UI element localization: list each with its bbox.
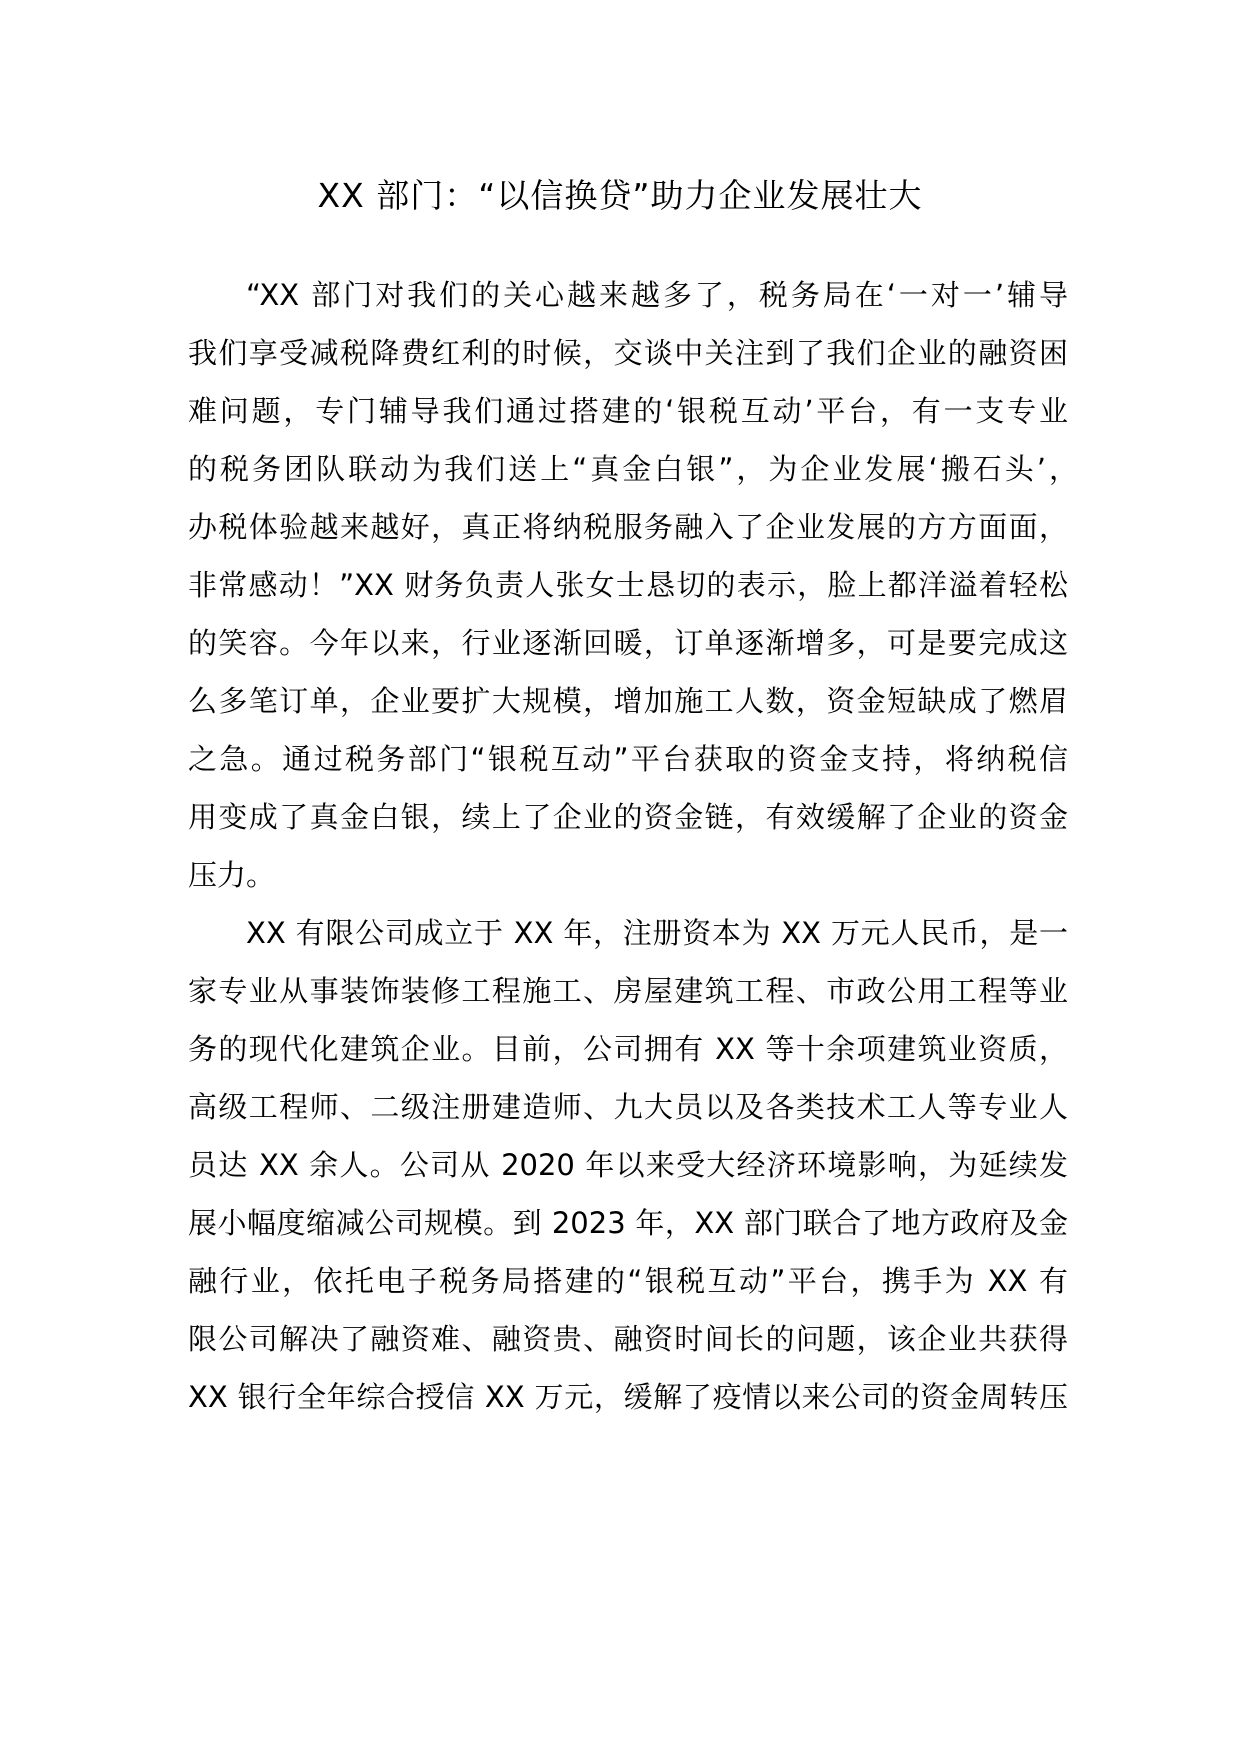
paragraph-line: 我们享受减税降费红利的时候，交谈中关注到了我们企业的融资困 [188, 336, 1068, 370]
paragraph-line: 融行业，依托电子税务局搭建的“银税互动”平台，携手为 XX 有 [188, 1264, 1068, 1298]
paragraph-line: 的笑容。今年以来，行业逐渐回暖，订单逐渐增多，可是要完成这 [188, 626, 1068, 660]
paragraph-line: 非常感动！”XX 财务负责人张女士恳切的表示，脸上都洋溢着轻松 [188, 568, 1068, 602]
paragraph-line: 限公司解决了融资难、融资贵、融资时间长的问题，该企业共获得 [188, 1322, 1068, 1356]
paragraph-line: 家专业从事装饰装修工程施工、房屋建筑工程、市政公用工程等业 [188, 974, 1068, 1008]
paragraph-line: 高级工程师、二级注册建造师、九大员以及各类技术工人等专业人 [188, 1090, 1068, 1124]
paragraph-line: XX 有限公司成立于 XX 年，注册资本为 XX 万元人民币，是一 [246, 916, 1068, 950]
paragraph-line: 务的现代化建筑企业。目前，公司拥有 XX 等十余项建筑业资质， [188, 1032, 1068, 1066]
paragraph-line: 员达 XX 余人。公司从 2020 年以来受大经济环境影响，为延续发 [188, 1148, 1068, 1182]
page-title: XX 部门：“以信换贷”助力企业发展壮大 [317, 176, 923, 215]
paragraph-line: 展小幅度缩减公司规模。到 2023 年，XX 部门联合了地方政府及金 [188, 1206, 1068, 1240]
paragraph-line: 的税务团队联动为我们送上“真金白银”，为企业发展‘搬石头’， [188, 452, 1078, 486]
paragraph-line: 么多笔订单，企业要扩大规模，增加施工人数，资金短缺成了燃眉 [188, 684, 1068, 718]
paragraph-line: 用变成了真金白银，续上了企业的资金链，有效缓解了企业的资金 [188, 800, 1068, 834]
paragraph-line: 压力。 [188, 858, 276, 892]
paragraph-line: 办税体验越来越好，真正将纳税服务融入了企业发展的方方面面， [188, 510, 1068, 544]
paragraph-line: XX 银行全年综合授信 XX 万元，缓解了疫情以来公司的资金周转压 [188, 1380, 1068, 1414]
paragraph-line: 难问题，专门辅导我们通过搭建的‘银税互动’平台，有一支专业 [188, 394, 1068, 428]
paragraph-line: “XX 部门对我们的关心越来越多了，税务局在‘一对一’辅导 [246, 278, 1068, 312]
paragraph-line: 之急。通过税务部门“银税互动”平台获取的资金支持，将纳税信 [188, 742, 1068, 776]
